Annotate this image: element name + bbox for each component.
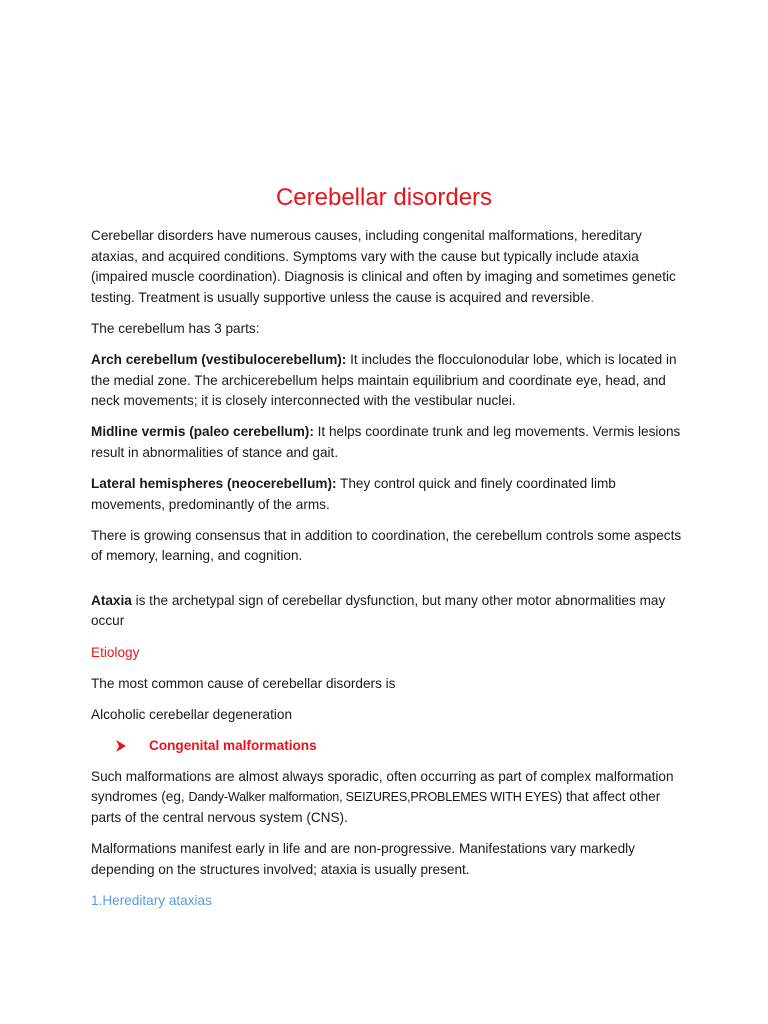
ataxia-text: is the archetypal sign of cerebellar dysfunction, but many other motor abnormalities may occur — [91, 592, 666, 629]
part-archicerebellum — [91, 350, 691, 412]
page-title: Cerebellar disorders — [275, 184, 493, 211]
congenital-heading: Congenital malformations — [149, 737, 317, 753]
part-label: Lateral hemispheres (neocerebellum): — [91, 475, 337, 491]
common-cause-text: The most common cause of cerebellar disorders is — [91, 675, 396, 691]
part-label: Midline vermis (paleo cerebellum): — [91, 424, 314, 440]
consensus-paragraph: There is growing consensus that in addition to coordination, the cerebellum controls some aspects of memory, learning, and cognition. — [91, 527, 682, 564]
malformations-paragraph — [91, 767, 691, 829]
congenital-bullet-item — [91, 736, 691, 757]
part-vermis — [91, 422, 691, 463]
intro-paragraph — [91, 226, 691, 308]
intro-end: . — [590, 289, 595, 305]
ataxia-paragraph — [91, 591, 691, 632]
document-body — [91, 226, 691, 922]
etiology-heading: Etiology — [91, 644, 140, 660]
hereditary-heading: 1.Hereditary ataxias — [91, 892, 212, 908]
part-text: It includes the flocculonodular lobe, which is located in the medial zone. The archicerebellum helps maintain equilibrium and coordinate eye, head, and neck movements; it is closely interconnected with the vestibular nuclei. — [91, 351, 677, 409]
alcoholic-text: Alcoholic cerebellar degeneration — [91, 706, 293, 722]
ataxia-label: Ataxia — [91, 592, 132, 608]
malformations-examples: Dandy-Walker malformation, SEIZURES,PROBLEMES WITH EYES — [188, 790, 558, 805]
part-label: Arch cerebellum (vestibulocerebellum): — [91, 351, 347, 367]
parts-intro: The cerebellum has 3 parts: — [91, 320, 260, 336]
part-hemispheres — [91, 474, 691, 515]
part-text: They control quick and finely coordinated limb movements, predominantly of the arms. — [91, 475, 616, 512]
intro-text: Cerebellar disorders have numerous causes, including congenital malformations, hereditary ataxias, and acquired conditions. Symptoms vary with the cause but typically include ataxia (impaired muscle coordination). Diagnosis is clinical and often by imaging and sometimes genetic testing. Treatment is usually supportive unless the cause is acquired and reversible — [91, 228, 676, 305]
arrowhead-bullet-icon — [115, 739, 131, 753]
manifest-paragraph: Malformations manifest early in life and are non-progressive. Manifestations vary markedly depending on the structures involved; ataxia is usually present. — [91, 841, 635, 877]
malformations-before: Such malformations are almost always sporadic, often occurring as part of complex malformation syndromes (eg, — [91, 768, 674, 805]
malformations-after: ) that affect other parts of the central nervous system (CNS). — [91, 789, 661, 826]
part-text: It helps coordinate trunk and leg movements. Vermis lesions result in abnormalities of stance and gait. — [91, 424, 681, 460]
